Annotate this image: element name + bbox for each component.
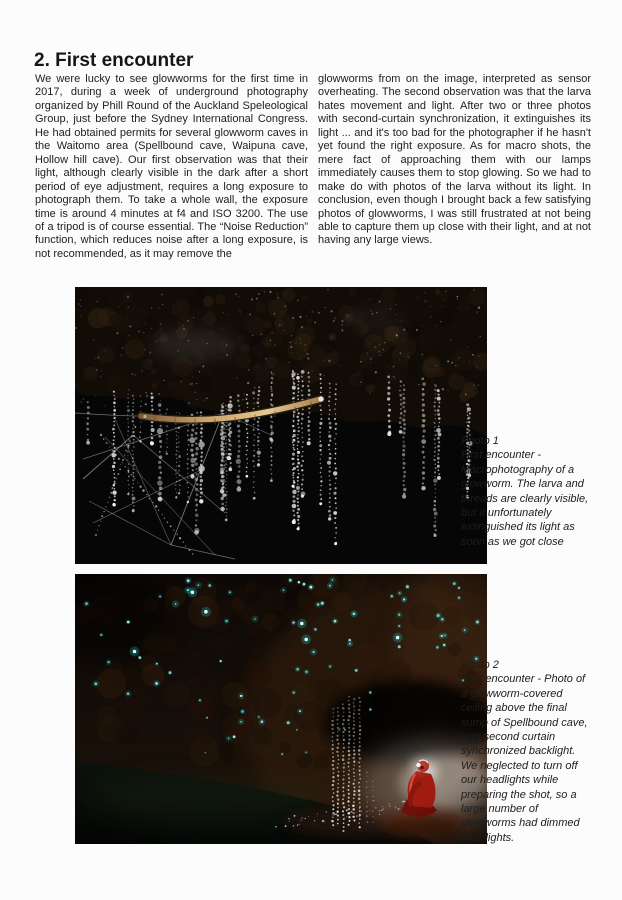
photo-1-glowworm-macro xyxy=(75,287,487,564)
photo-1-caption xyxy=(461,434,593,549)
body-text-right-column: glowworms from on the image, interpreted as sensor overheating. The second observation was that the larva hates movement and light. After two or three photos with second-curtain synchronization, it extinguishes its light ... and it's too bad for the photographer if he hasn't yet found the right exposure. As for macro shots, the mere fact of approaching them with our lamps immediately causes them to stop glowing. So we had to make do with photos of the larva without its light. In conclusion, even though I brought back a few satisfying photos of glowworms, I was still frustrated at not being able to capture them up close with their light, and at not having any large views. xyxy=(318,73,591,247)
photo-2-cave-glowworm-ceiling xyxy=(75,574,487,844)
body-text-left-column: We were lucky to see glowworms for the first time in 2017, during a week of underground photography organized by Phill Round of the Auckland Speleological Group, just before the Sydney International Congress. He had obtained permits for several glowworm caves in the Waitomo area (Spellbound cave, Waipuna cave, Hollow hill cave). Our first observation was that their light, although clearly visible in the dark after a short period of eye adjustment, requires a long exposure to photograph them. To take a whole wall, the exposure time is around 4 minutes at f4 and ISO 3200. The use of a tripod is of course essential. The “Noise Reduction” function, which reduces noise after a long exposure, is not recommended, as it may remove the xyxy=(35,73,308,260)
photo-1-caption-body: First encounter - Macrophotography of a glowworm. The larva and threads are clearly visible, but it unfortunately extinguished its light as soon as we got close xyxy=(461,449,589,548)
section-heading: 2. First encounter xyxy=(34,50,194,71)
photo-1-caption-title: Photo 1 xyxy=(461,435,499,447)
photo-2-caption xyxy=(461,658,593,845)
photo-2-caption-title: Photo 2 xyxy=(461,659,499,671)
photo-2-caption-body: First encounter - Photo of a glowworm-covered ceiling above the final sump of Spellbound cave, with second curtain synchronized backlight. We neglected to turn off our headlights while preparing the shot, so a large number of glowworms had dimmed their lights. xyxy=(461,673,588,844)
